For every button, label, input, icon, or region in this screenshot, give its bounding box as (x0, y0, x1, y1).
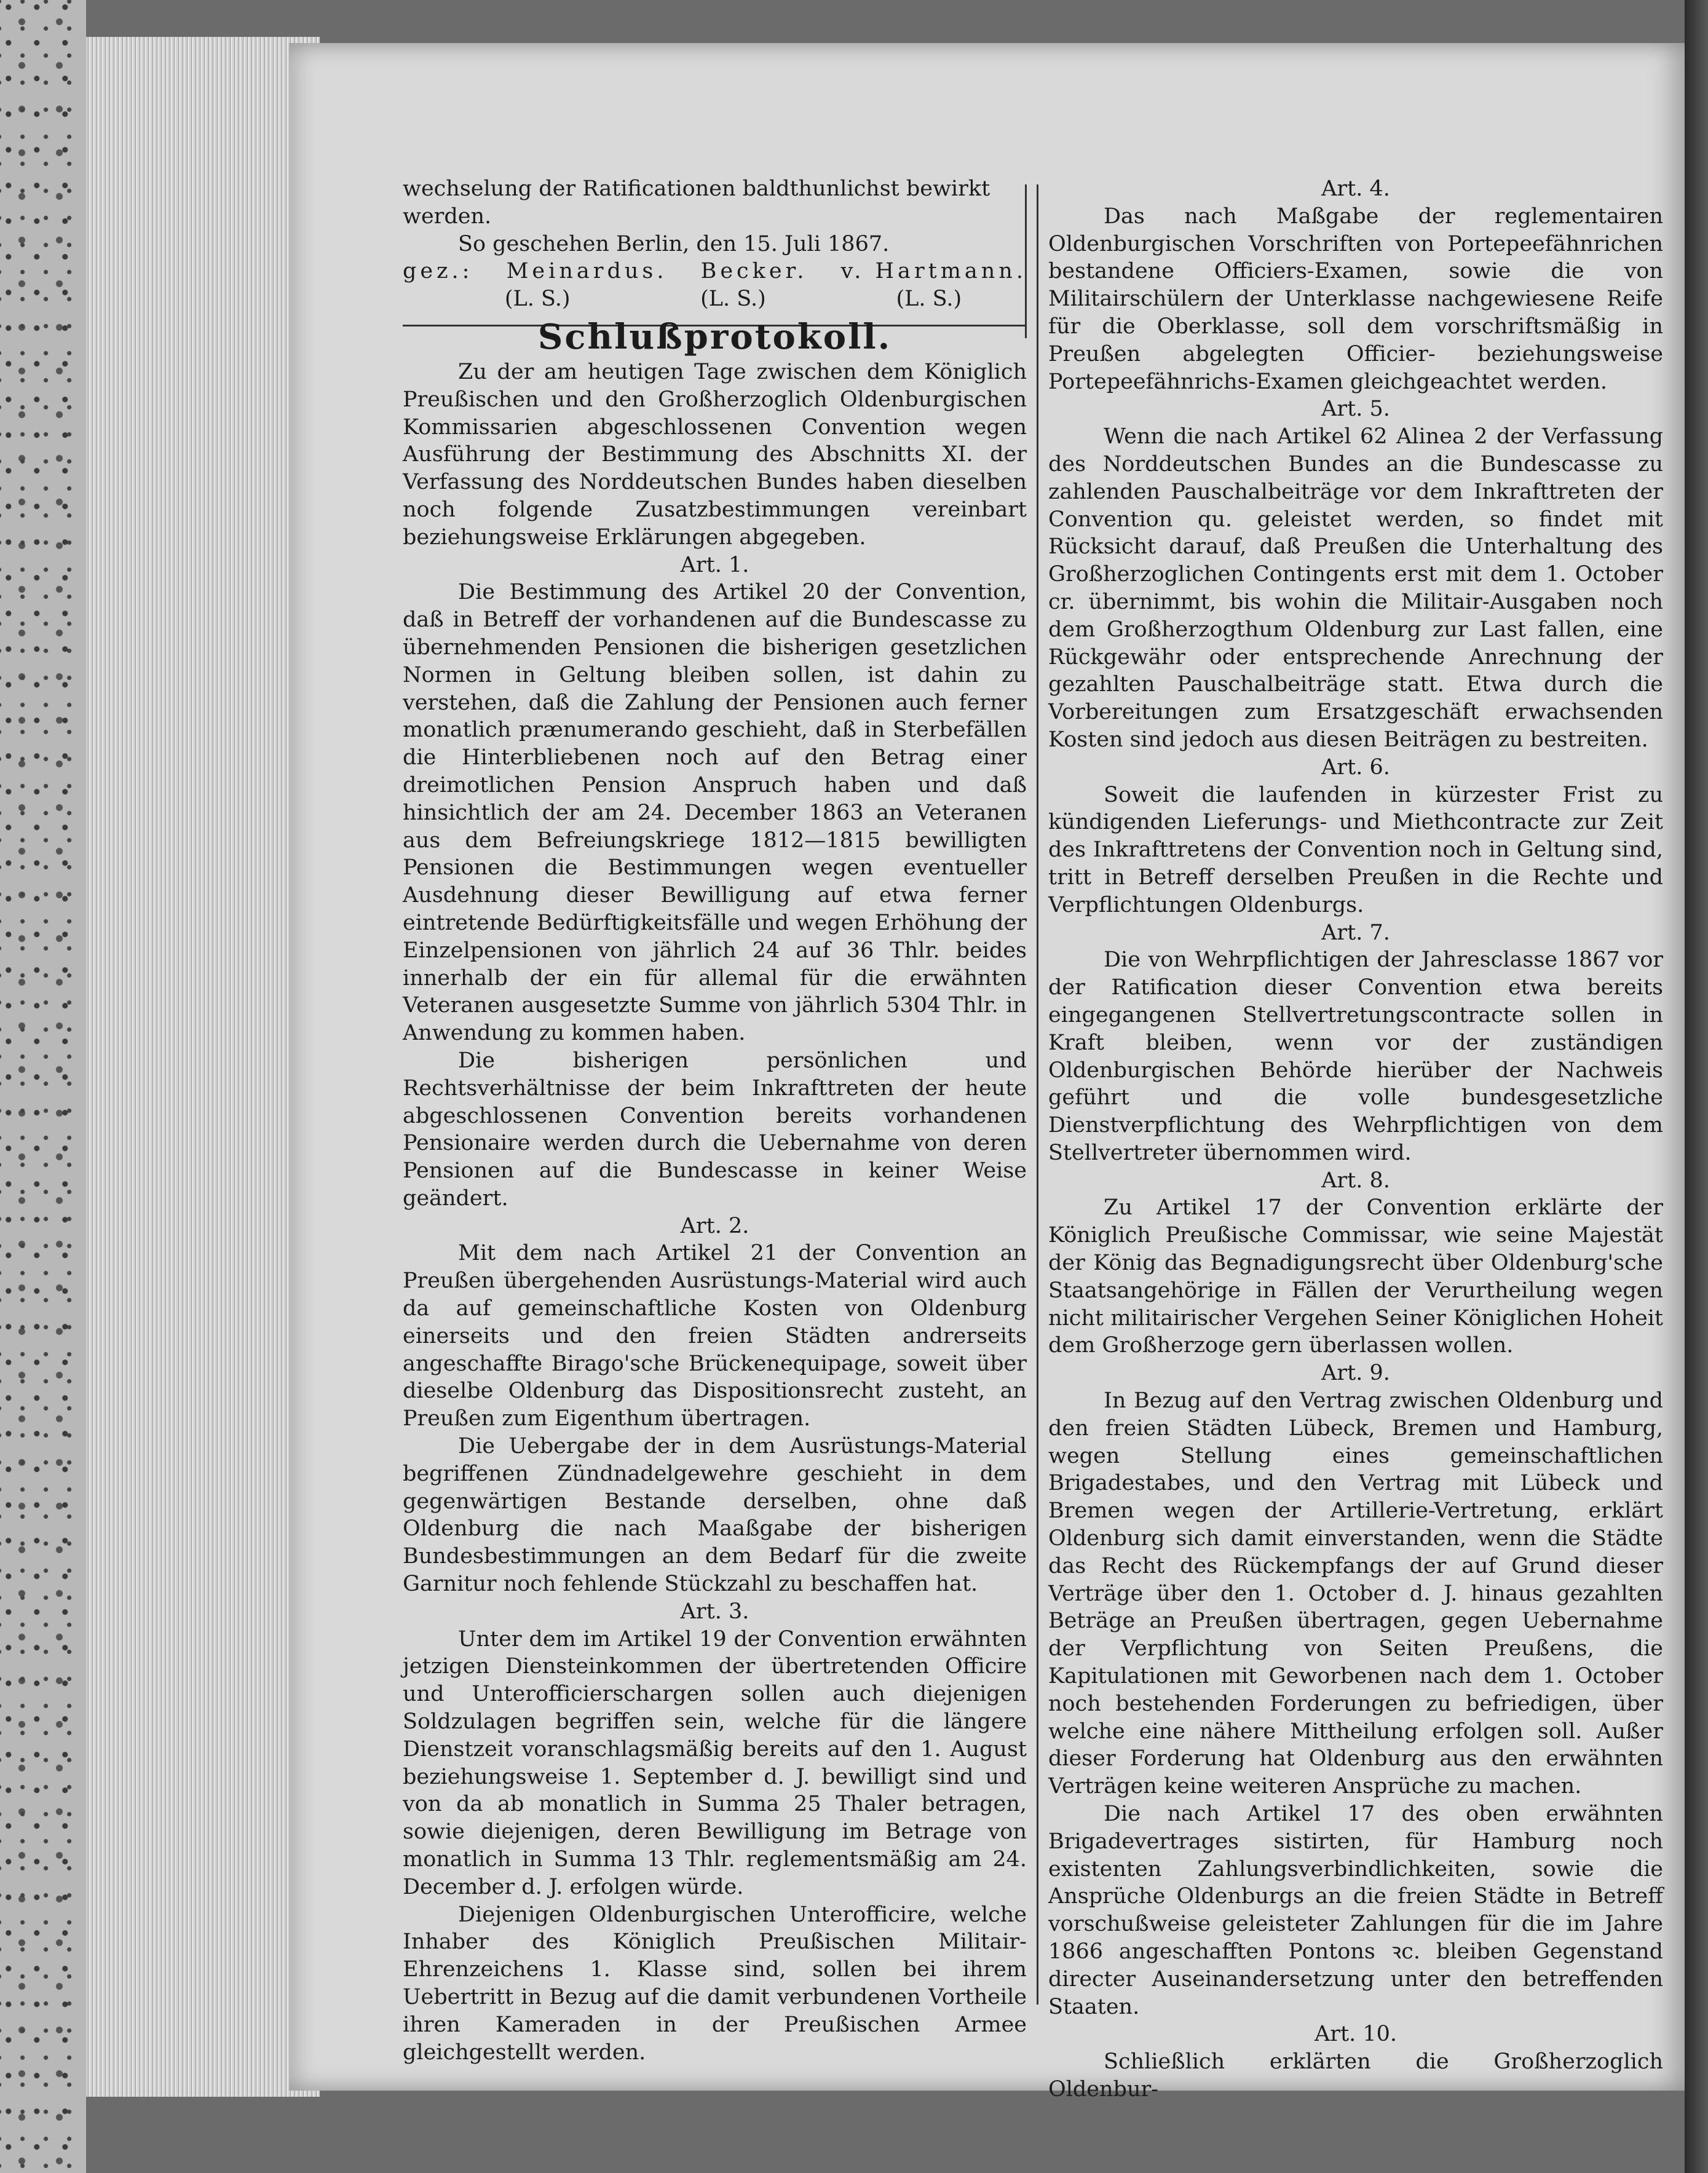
seal: (L. S.) (700, 287, 766, 312)
signature-name: Becker. (700, 259, 808, 284)
article-heading: Art. 7. (1321, 920, 1390, 945)
article-paragraph: Wenn die nach Artikel 62 Alinea 2 der Verfassung des Norddeutschen Bundes an die Bundescasse zu zahlenden Pauschalbeiträge vor dem Inkrafttreten der Convention qu. geleistet werden, so findet mit Rücksicht darauf, daß Preußen die Unterhaltung des Großherzoglichen Contingents erst mit dem 1. October cr. übernimmt, bis wohin die Militair-Ausgaben noch dem Großherzogthum Oldenburg zur Last fallen, eine Rückgewähr oder entsprechende Anrechnung der gezahlten Pauschalbeiträge statt. Etwa durch die Vorbereitungen zum Ersatzgeschäft erwachsenden Kosten sind jedoch aus diesen Beiträgen zu bestreiten. (1048, 424, 1663, 752)
article-paragraph: Soweit die laufenden in kürzester Frist zu kündigenden Lieferungs- und Miethcontracte zur Zeit des Inkrafttretens der Convention noch in Geltung sind, tritt in Betreff derselben Preußen in die Rechte und Verpflichtungen Oldenburgs. (1048, 782, 1663, 917)
article-paragraph: Das nach Maßgabe der reglementairen Oldenburgischen Vorschriften von Portepeefähnrichen bestandene Officiers-Examen, sowie die von Militairschülern der Unterklasse nachgewiesene Reife für die Oberklasse, soll dem vorschriftsmäßig in Preußen abgelegten Officier- beziehungsweise Portepeefähnrichs-Examen gleichgeachtet werden. (1048, 204, 1663, 394)
article-paragraph: Unter dem im Artikel 19 der Convention erwähnten jetzigen Diensteinkommen der übertretenden Officire und Unterofficierschargen sollen auch diejenigen Soldzulagen begriffen sein, welche für die längere Dienstzeit voranschlagsmäßig bereits auf den 1. August beziehungsweise 1. September d. J. bewilligt sind und von da ab monatlich in Summa 25 Thaler betragen, sowie diejenigen, deren Bewilligung im Betrage von monatlich in Summa 13 Thlr. reglementsmäßig am 24. December d. J. erfolgen würde. (403, 1626, 1027, 1899)
article-paragraph: Die Bestimmung des Artikel 20 der Convention, daß in Betreff der vorhandenen auf die Bundescasse zu übernehmenden Pensionen die bisherigen gesetzlichen Normen in Geltung bleiben sollen, ist dahin zu verstehen, daß die Zahlung der Pensionen auch ferner monatlich prænumerando geschieht, daß in Sterbefällen die Hinterbliebenen noch auf den Betrag einer dreimotlichen Pension Anspruch haben und daß hinsichtlich der am 24. December 1863 an Veteranen aus dem Befreiungskriege 1812—1815 bewilligten Pensionen die Bestimmungen wegen eventueller Ausdehnung dieser Bewilligung auf etwa ferner eintretende Bedürftigkeitsfälle und wegen Erhöhung der Einzelpensionen von jährlich 24 auf 36 Thlr. beides innerhalb der ein für allemal für die erwähnten Veteranen ausgesetzte Summe von jährlich 5304 Thlr. in Anwendung zu kommen haben. (403, 580, 1027, 1046)
article-paragraph: In Bezug auf den Vertrag zwischen Oldenburg und den freien Städten Lübeck, Bremen und Hamburg, wegen Stellung eines gemeinschaftlichen Brigadestabes, und den Vertrag mit Lübeck und Bremen wegen der Artillerie-Vertretung, erklärt Oldenburg sich damit einverstanden, wenn die Städte das Recht des Rückempfangs der auf Grund dieser Verträge über den 1. October d. J. hinaus gezahlten Beträge an Preußen übertragen, gegen Uebernahme der Verpflichtung von Seiten Preußens, die Kapitulationen mit Geworbenen nach dem 1. October noch bestehenden Forderungen zu befriedigen, über welche eine nähere Mittheilung erfolgen soll. Außer dieser Forderung hat Oldenburg aus den erwähnten Verträgen keine weiteren Ansprüche zu machen. (1048, 1388, 1663, 1799)
opening-line-1: wechselung der Ratificationen baldthunlichst bewirkt (403, 176, 990, 201)
article-heading: Art. 10. (1315, 2022, 1397, 2047)
article-heading: Art. 8. (1321, 1168, 1390, 1193)
article-heading: Art. 2. (680, 1213, 749, 1238)
article-paragraph: Die von Wehrpflichtigen der Jahresclasse 1867 vor der Ratification dieser Convention etwa bereits eingegangenen Stellvertretungscontracte sollen in Kraft bleiben, wenn vor der zuständigen Oldenburgischen Behörde hierüber der Nachweis geführt und die volle bundesgesetzliche Dienstverpflichtung des Wehrpflichtigen von dem Stellvertreter übernommen wird. (1048, 948, 1663, 1165)
place-date: So geschehen Berlin, den 15. Juli 1867. (458, 231, 890, 256)
article-heading: Art. 6. (1321, 754, 1390, 780)
column-divider (1037, 184, 1038, 2005)
protocol-title: Schlußprotokoll. (537, 316, 892, 357)
seal-line (403, 285, 1027, 313)
article-paragraph: Schließlich erklärten die Großherzoglich Oldenbur- (1048, 2049, 1663, 2102)
signature-name: v. Hartmann. (840, 259, 1027, 284)
article-paragraph: Die Uebergabe der in dem Ausrüstungs-Material begriffenen Zündnadelgewehre geschieht in dem gegenwärtigen Bestande derselben, ohne daß Oldenburg die nach Maaßgabe der bisherigen Bundesbestimmungen an dem Bedarf für die zweite Garnitur noch fehlende Stückzahl zu beschaffen hat. (403, 1434, 1027, 1597)
article-paragraph: Zu Artikel 17 der Convention erklärte der Königlich Preußische Commissar, wie seine Majestät der König das Begnadigungsrecht über Oldenburg'sche Staatsangehörige in Fällen der Verurtheilung wegen nicht militairischer Vergehen Seiner Königlichen Hoheit dem Großherzoge gern überlassen wollen. (1048, 1195, 1663, 1358)
article-paragraph: Die nach Artikel 17 des oben erwähnten Brigadevertrages sistirten, für Hamburg noch existenten Zahlungsverbindlichkeiten, sowie die Ansprüche Oldenburgs an die freien Städte in Betreff vorschußweise geleisteter Zahlungen für die im Jahre 1866 angeschafften Pontons ꝛc. bleiben Gegenstand directer Auseinandersetzung unter den betreffenden Staaten. (1048, 1802, 1663, 2019)
article-heading: Art. 5. (1321, 397, 1390, 422)
seal: (L. S.) (504, 287, 571, 312)
article-heading: Art. 1. (680, 552, 749, 577)
book-edge (0, 0, 86, 2173)
opening-line-2: werden. (403, 204, 492, 229)
article-heading: Art. 9. (1321, 1361, 1390, 1386)
signature-line (403, 258, 1027, 285)
article-heading: Art. 3. (680, 1599, 749, 1624)
seal: (L. S.) (896, 287, 962, 312)
signature-name: Meinardus. (506, 259, 668, 284)
article-paragraph: Die bisherigen persönlichen und Rechtsverhältnisse der beim Inkrafttreten der heute abgeschlossenen Convention bereits vorhandenen Pensionaire werden durch die Uebernahme von deren Pensionen auf die Bundescasse in keiner Weise geändert. (403, 1048, 1027, 1211)
right-edge (1685, 0, 1708, 2173)
article-paragraph: Diejenigen Oldenburgischen Unterofficire, welche Inhaber des Königlich Preußischen Militair-Ehrenzeichens 1. Klasse sind, sollen bei ihrem Uebertritt in Bezug auf die damit verbundenen Vortheile ihren Kameraden in der Preußischen Armee gleichgestellt werden. (403, 1902, 1027, 2065)
left-column (403, 175, 1027, 2066)
page-stack (86, 37, 320, 2097)
article-heading: Art. 4. (1321, 176, 1390, 201)
signature-prefix: gez.: (403, 259, 473, 284)
intro-paragraph: Zu der am heutigen Tage zwischen dem Königlich Preußischen und den Großherzoglich Oldenburgischen Kommissarien abgeschlossenen Convention wegen Ausführung der Bestimmung des Abschnitts XI. der Verfassung des Norddeutschen Bundes haben dieselben noch folgende Zusatzbestimmungen vereinbart beziehungsweise Erklärungen abgegeben. (403, 359, 1027, 550)
article-paragraph: Mit dem nach Artikel 21 der Convention an Preußen übergehenden Ausrüstungs-Material wird auch da auf gemeinschaftliche Kosten von Oldenburg einerseits und den freien Städten andrerseits angeschaffte Birago'sche Brückenequipage, soweit über dieselbe Oldenburg das Dispositionsrecht zusteht, an Preußen zum Eigenthum übertragen. (403, 1241, 1027, 1431)
right-column (1048, 175, 1663, 2104)
